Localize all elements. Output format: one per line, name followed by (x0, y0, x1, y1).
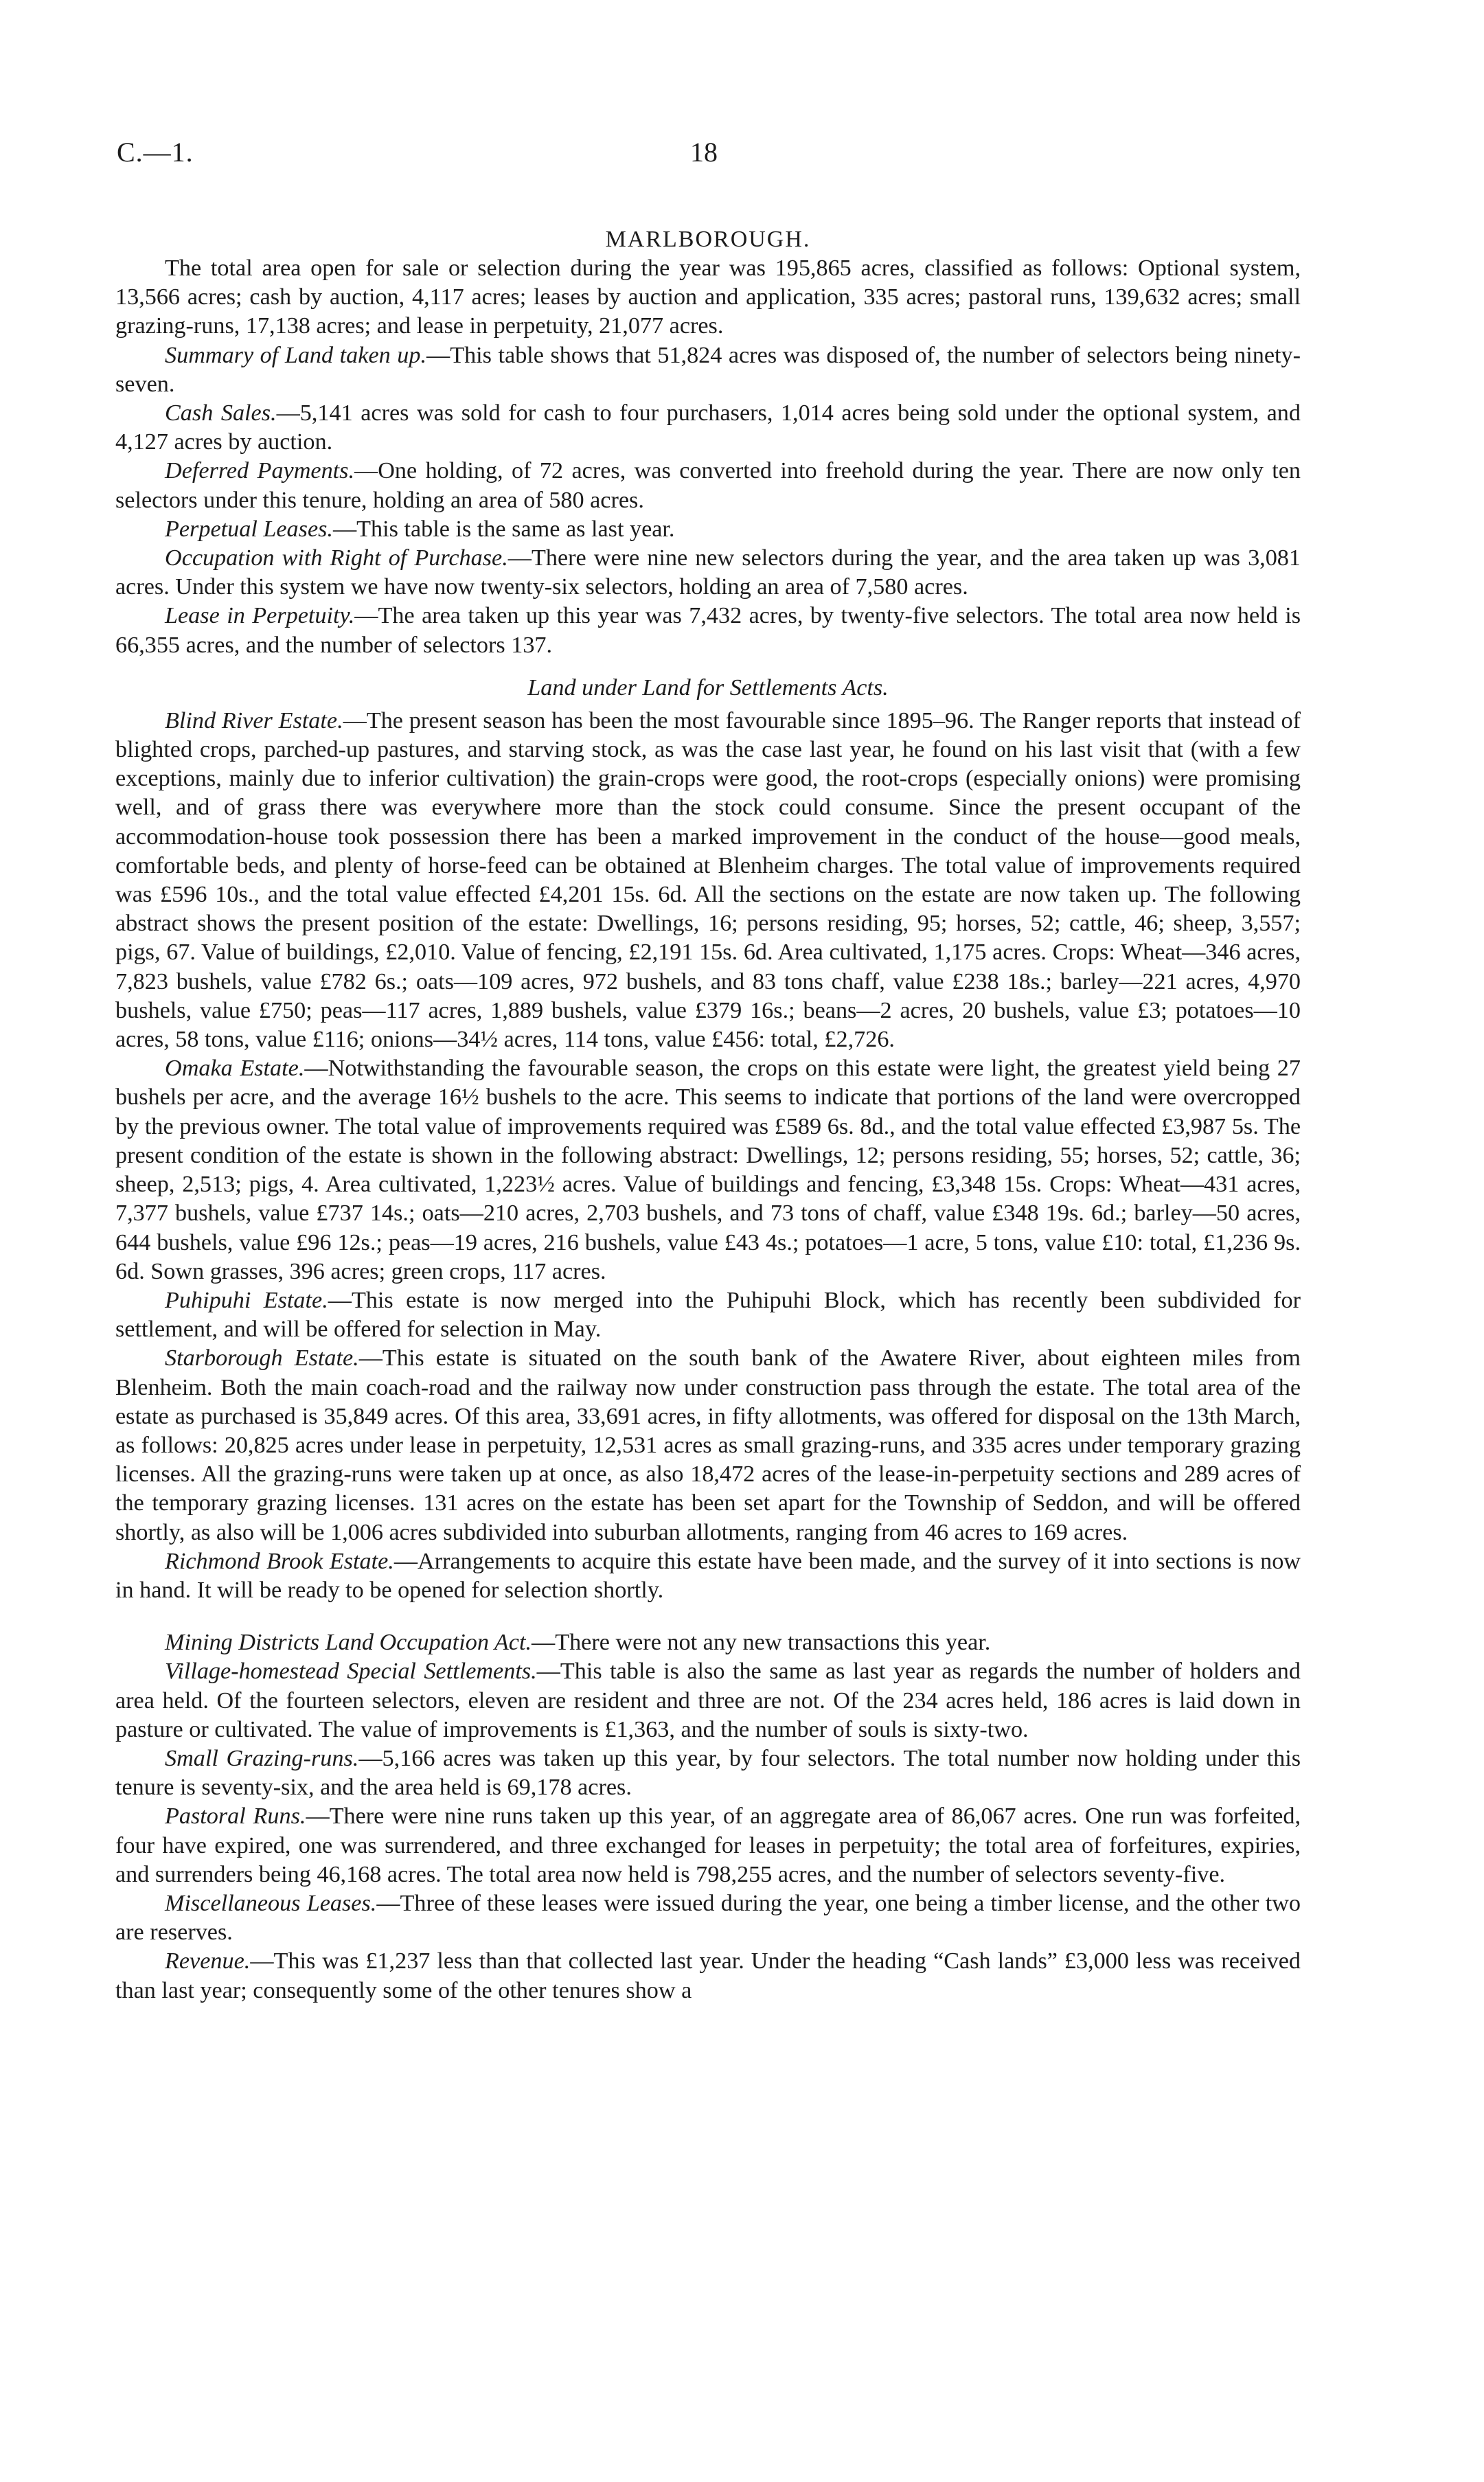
paragraph (115, 1547, 1301, 1605)
paragraph (115, 1054, 1301, 1286)
subheading: Land under Land for Settlements Acts. (527, 674, 889, 701)
paragraph-text: —The present season has been the most favourable since 1895–96. The Ranger reports that instead of blighted crops, parched-up pastures, and starving stock, as was the case last year, he found on his last visit that (with a few exceptions, mainly due to inferior cultivation) the grain-crops were good, the root-crops (especially onions) were promising well, and of grass there was everywhere more than the stock could consume. Since the present occupant of the accommodation-house took possession there has been a marked improvement in the conduct of the house—good meals, comfortable beds, and plenty of horse-feed can be obtained at Blenheim charges. The total value of improvements required was £596 10s., and the total value effected £4,201 15s. 6d. All the sections on the estate are now taken up. The following abstract shows the present position of the estate: Dwellings, 16; persons residing, 95; horses, 52; cattle, 46; sheep, 3,557; pigs, 67. Value of buildings, £2,010. Value of fencing, £2,191 15s. 6d. Area cultivated, 1,175 acres. Crops: Wheat—346 acres, 7,823 bushels, value £782 6s.; oats—109 acres, 972 bushels, and 83 tons chaff, value £238 18s.; barley—221 acres, 4,970 bushels, value £750; peas—117 acres, 1,889 bushels, value £379 16s.; beans—2 acres, 20 bushels, value £3; potatoes—10 acres, 58 tons, value £116; onions—34½ acres, 114 tons, value £456: total, £2,726. (115, 707, 1301, 1053)
paragraph (115, 457, 1301, 514)
paragraph-text: —This estate is now merged into the Puhipuhi Block, which has recently been subdivided for settlement, and will be offered for selection in May. (115, 1287, 1301, 1343)
paragraph-text: —There were nine new selectors during the year, and the area taken up was 3,081 acres. Under this system we have now twenty-six selectors, holding an area of 7,580 acres. (115, 545, 1301, 600)
paragraph-text: —There were not any new transactions this year. (532, 1630, 991, 1656)
paragraph-lead: Small Grazing-runs. (165, 1745, 359, 1771)
paragraph-text: —This table is also the same as last year as regards the number of holders and area held. Of the fourteen selectors, eleven are resident and three are not. Of the 234 acres held, 186 acres is laid down in pasture or cultivated. The value of improvements is £1,363, and the number of souls is sixty-two. (115, 1659, 1301, 1742)
page-number: 18 (690, 137, 718, 168)
paragraph-text: The total area open for sale or selection during the year was 195,865 acres, classified as follows: Optional system, 13,566 acres; cash by auction, 4,117 acres; leases by auction and application, 335 acres; pastoral runs, 139,632 acres; small grazing-runs, 17,138 acres; and lease in perpetuity, 21,077 acres. (115, 255, 1301, 339)
paragraph-text: —There were nine runs taken up this year, of an aggregate area of 86,067 acres. One run was forfeited, four have expired, one was surrendered, and three exchanged for leases in perpetuity; the total area of forfeitures, expiries, and surrenders being 46,168 acres. The total area now held is 798,255 acres, and the number of selectors seventy-five. (115, 1803, 1301, 1887)
paragraph (115, 1657, 1301, 1744)
paragraph (115, 1628, 1301, 1657)
paragraph-text: —Arrangements to acquire this estate have been made, and the survey of it into sections is now in hand. It will be ready to be opened for selection shortly. (115, 1548, 1301, 1603)
paragraph-text: —This table shows that 51,824 acres was disposed of, the number of selectors being ninety-seven. (115, 342, 1301, 397)
paragraph (115, 707, 1301, 1054)
paragraph-lead: Blind River Estate. (165, 707, 343, 733)
paragraph (115, 602, 1301, 659)
paragraph (115, 515, 1301, 544)
paragraph-text: —5,141 acres was sold for cash to four purchasers, 1,014 acres being sold under the optional system, and 4,127 acres by auction. (115, 400, 1301, 455)
paragraph-lead: Richmond Brook Estate. (165, 1548, 394, 1574)
paragraph-lead: Summary of Land taken up. (165, 342, 426, 368)
paragraph (115, 1286, 1301, 1344)
page-body (115, 225, 1301, 2005)
paragraph-lead: Miscellaneous Leases. (165, 1890, 377, 1916)
section-spacer (115, 1605, 1301, 1628)
paragraph-lead: Puhipuhi Estate. (165, 1287, 328, 1313)
paragraph (115, 254, 1301, 341)
paragraph-text: —Notwithstanding the favourable season, the crops on this estate were light, the greatest yield being 27 bushels per acre, and the average 16½ bushels to the acre. This seems to indicate that portions of the land were overcropped by the previous owner. The total value of improvements required was £589 6s. 8d., and the total value effected £3,987 5s. The present condition of the estate is shown in the following abstract: Dwellings, 12; persons residing, 55; horses, 52; cattle, 36; sheep, 2,513; pigs, 4. Area cultivated, 1,223½ acres. Value of buildings and fencing, £3,348 15s. Crops: Wheat—431 acres, 7,377 bushels, value £737 14s.; oats—210 acres, 2,703 bushels, and 73 tons of chaff, value £348 19s. 6d.; barley—50 acres, 644 bushels, value £96 12s.; peas—19 acres, 216 bushels, value £43 4s.; potatoes—1 acre, 5 tons, value £10: total, £1,236 9s. 6d. Sown grasses, 396 acres; green crops, 117 acres. (115, 1056, 1301, 1284)
paragraph-text: —One holding, of 72 acres, was converted into freehold during the year. There are now only ten selectors under this tenure, holding an area of 580 acres. (115, 458, 1301, 513)
paragraph-lead: Deferred Payments. (165, 458, 355, 484)
paragraph-lead: Mining Districts Land Occupation Act. (165, 1630, 532, 1656)
paragraph-lead: Omaka Estate. (165, 1056, 305, 1082)
paragraph (115, 544, 1301, 602)
paragraph (115, 399, 1301, 457)
paragraph-lead: Cash Sales. (165, 400, 277, 426)
paragraph-lead: Revenue. (165, 1948, 251, 1974)
section-title: MARLBOROUGH. (605, 227, 811, 252)
paragraph-text: —This table is the same as last year. (332, 516, 675, 542)
paragraph-lead: Starborough Estate. (165, 1345, 359, 1371)
paragraph-lead: Lease in Perpetuity. (165, 603, 355, 629)
paragraph (115, 1344, 1301, 1547)
paragraph-lead: Pastoral Runs. (165, 1803, 306, 1830)
paragraph (115, 1889, 1301, 1947)
paragraph-lead: Occupation with Right of Purchase. (165, 545, 508, 571)
paragraph-text: —The area taken up this year was 7,432 acres, by twenty-five selectors. The total area now held is 66,355 acres, and the number of selectors 137. (115, 603, 1301, 658)
paragraph-text: —5,166 acres was taken up this year, by four selectors. The total number now holding under this tenure is seventy-six, and the area held is 69,178 acres. (115, 1745, 1301, 1801)
paragraph (115, 1802, 1301, 1889)
document-reference: C.—1. (117, 137, 194, 168)
paragraph (115, 1947, 1301, 2005)
paragraph (115, 1744, 1301, 1802)
paragraph-lead: Perpetual Leases. (165, 516, 333, 542)
paragraph-lead: Village-homestead Special Settlements. (165, 1659, 537, 1685)
paragraph-text: —This estate is situated on the south bank of the Awatere River, about eighteen miles from Blenheim. Both the main coach-road and the railway now under construction pass through the estate. The total area of the estate as purchased is 35,849 acres. Of this area, 33,691 acres, in fifty allotments, was offered for disposal on the 13th March, as follows: 20,825 acres under lease in perpetuity, 12,531 acres as small grazing-runs, and 335 acres under temporary grazing licenses. All the grazing-runs were taken up at once, as also 18,472 acres of the lease-in-perpetuity sections and 289 acres of the temporary grazing licenses. 131 acres on the estate has been set apart for the Township of Seddon, and will be offered shortly, as also will be 1,006 acres subdivided into suburban allotments, ranging from 46 acres to 169 acres. (115, 1345, 1301, 1545)
paragraph-text: —Three of these leases were issued during the year, one being a timber license, and the other two are reserves. (115, 1890, 1301, 1946)
paragraph (115, 341, 1301, 399)
paragraph-text: —This was £1,237 less than that collected last year. Under the heading “Cash lands” £3,000 less was received than last year; consequently some of the other tenures show a (115, 1948, 1301, 2003)
